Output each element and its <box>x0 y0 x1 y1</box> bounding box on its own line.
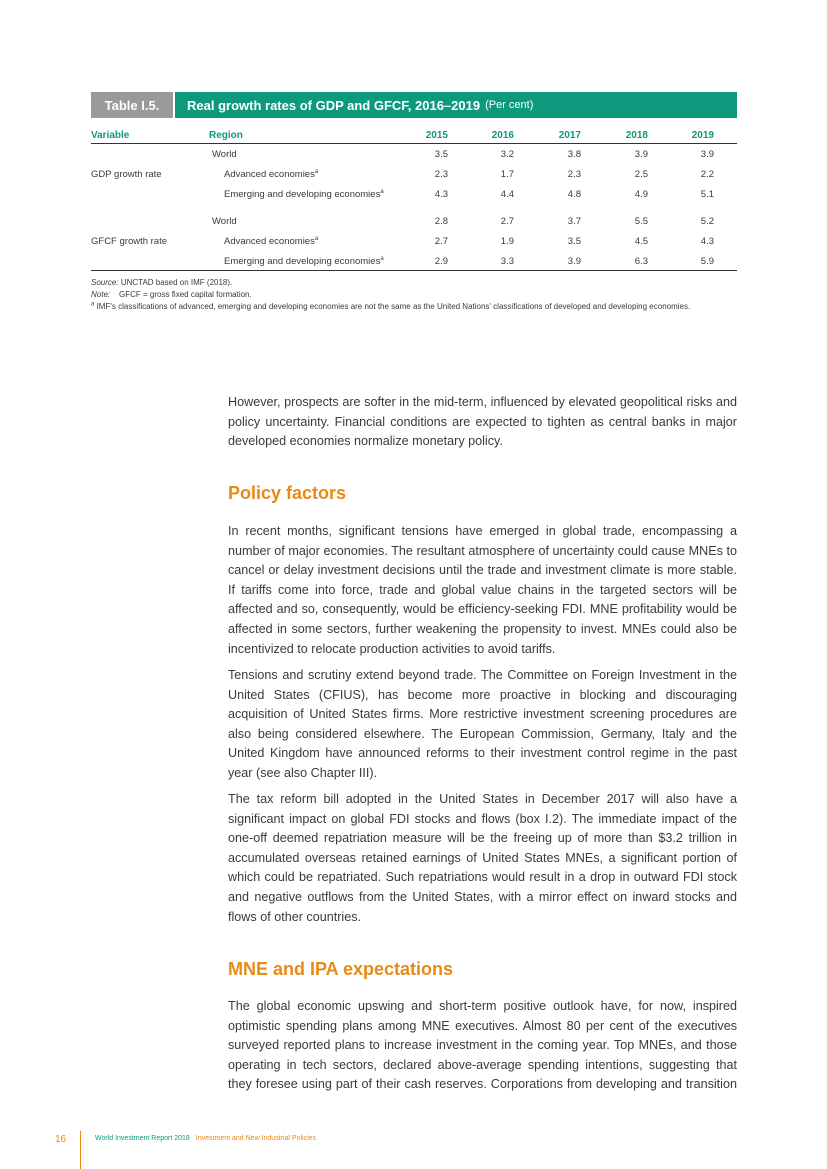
region-label: World <box>212 149 237 160</box>
note-line: Note: GFCF = gross fixed capital formation. <box>91 290 252 299</box>
col-header-2019: 2019 <box>691 130 714 141</box>
region-label: Advanced economies$^a$ <box>224 235 319 247</box>
table-cell: 2.3 <box>567 169 581 180</box>
col-header-region: Region <box>209 130 243 141</box>
region-label: Advanced economies$^a$ <box>224 168 319 180</box>
table-cell: 2.8 <box>434 216 448 227</box>
table-cell: 2.9 <box>434 256 448 267</box>
paragraph: The global economic upswing and short-term positive outlook have, for now, inspired optimistic spending plans among MNE executives. Almost 80 per cent of the executives surveyed reported plans to increase investment in the coming year. Top MNEs, and those operating in tech sectors, declared above-average spending intentions, suggesting that they foresee using part of their cash reserves. Corporations from developing and transition <box>228 999 737 1092</box>
variable-label: GFCF growth rate <box>91 236 168 247</box>
col-header-2016: 2016 <box>491 130 514 141</box>
paragraph: The tax reform bill adopted in the United States in December 2017 will also have a significant impact on global FDI stocks and flows (box I.2). The immediate impact of the one-off deemed repatriation measure will be the freeing up of more than $3.2 trillion in accumulated overseas retained earnings of United States MNEs, a significant portion of which could be repatriated. Such repatriations would result in a drop in outward FDI stock and negative outflows from the United States, with a mirror effect on inward stocks and flows of other countries. <box>228 792 737 924</box>
table-cell: 4.8 <box>567 189 581 200</box>
table-cell: 5.9 <box>700 256 714 267</box>
col-header-variable: Variable <box>91 130 130 141</box>
table-cell: 1.7 <box>500 169 514 180</box>
footer-running-title: World Investment Report 2018 Investment and New Industrial Policies <box>95 1135 317 1142</box>
table-cell: 4.5 <box>634 236 648 247</box>
footer-divider <box>80 1131 81 1169</box>
table-unit: (Per cent) <box>485 99 534 111</box>
table-cell: 4.9 <box>634 189 648 200</box>
region-label: World <box>212 216 237 227</box>
table-notes <box>91 277 690 313</box>
table-cell: 4.4 <box>500 189 514 200</box>
table-cell: 3.9 <box>567 256 581 267</box>
table-title-text: Real growth rates of GDP and GFCF, 2016–2019 <box>187 97 481 113</box>
col-header-2015: 2015 <box>425 130 448 141</box>
table-cell: 4.3 <box>434 189 448 200</box>
variable-label: GDP growth rate <box>91 169 162 180</box>
table-bottom-rule <box>91 270 737 271</box>
table-cell: 2.3 <box>434 169 448 180</box>
source-line: Source: UNCTAD based on IMF (2018). <box>91 278 233 287</box>
table-cell: 3.7 <box>567 216 581 227</box>
paragraph: Tensions and scrutiny extend beyond trade. The Committee on Foreign Investment in the United States (CFIUS), has become more proactive in blocking and discouraging acquisition of United States firms. More restrictive investment screening procedures are also being considered elsewhere. The European Commission, Germany, Italy and the United Kingdom have announced reforms to their investment control regime in the past year (see also Chapter III). <box>228 668 737 780</box>
page-number: 16 <box>55 1134 67 1145</box>
table-cell: 2.2 <box>700 169 714 180</box>
table-cell: 5.1 <box>700 189 714 200</box>
table-top-rule <box>91 143 737 144</box>
section-heading-policy-factors: Policy factors <box>228 483 347 503</box>
table-cell: 3.9 <box>700 149 714 160</box>
table-cell: 2.7 <box>434 236 448 247</box>
table-cell: 2.7 <box>500 216 514 227</box>
region-label: Emerging and developing economies$^a$ <box>224 188 384 200</box>
table-label: Table I.5. <box>91 92 173 118</box>
table-cell: 5.5 <box>634 216 648 227</box>
table-cell: 5.2 <box>700 216 714 227</box>
paragraph: In recent months, significant tensions have emerged in global trade, encompassing a number of major economies. The resultant atmosphere of uncertainty could cause MNEs to cancel or delay investment decisions until the trade and investment climate is more stable. If tariffs come into force, trade and global value chains in the targeted sectors will be affected and so, consequently, would be efficiency-seeking FDI. MNE profitability would be affected in some sectors, further weakening the propensity to invest. MNEs could also be incentivized to relocate production activities to avoid tariffs. <box>228 524 737 656</box>
section-heading-mne-ipa: MNE and IPA expectations <box>228 959 454 979</box>
col-header-2017: 2017 <box>558 130 581 141</box>
col-header-2018: 2018 <box>625 130 648 141</box>
table-cell: 3.8 <box>567 149 581 160</box>
table-cell: 2.5 <box>634 169 648 180</box>
paragraph: However, prospects are softer in the mid-term, influenced by elevated geopolitical risks and policy uncertainty. Financial conditions are expected to tighten as central banks in major developed economies normalize monetary policy. <box>228 395 737 449</box>
table-cell: 3.2 <box>500 149 514 160</box>
table-cell: 3.9 <box>634 149 648 160</box>
table-title <box>175 92 737 118</box>
table-cell: 3.5 <box>434 149 448 160</box>
table-cell: 3.5 <box>567 236 581 247</box>
region-label: Emerging and developing economies$^a$ <box>224 255 384 267</box>
table-header-bar <box>91 92 737 118</box>
table-cell: 6.3 <box>634 256 648 267</box>
footnote-line: $^a$ IMF's classifications of advanced, emerging and developing economies are not the same as the United Nations' classifications of developed and developing economies. <box>91 301 691 311</box>
table-cell: 1.9 <box>500 236 514 247</box>
table-cell: 3.3 <box>500 256 514 267</box>
table-cell: 4.3 <box>700 236 714 247</box>
